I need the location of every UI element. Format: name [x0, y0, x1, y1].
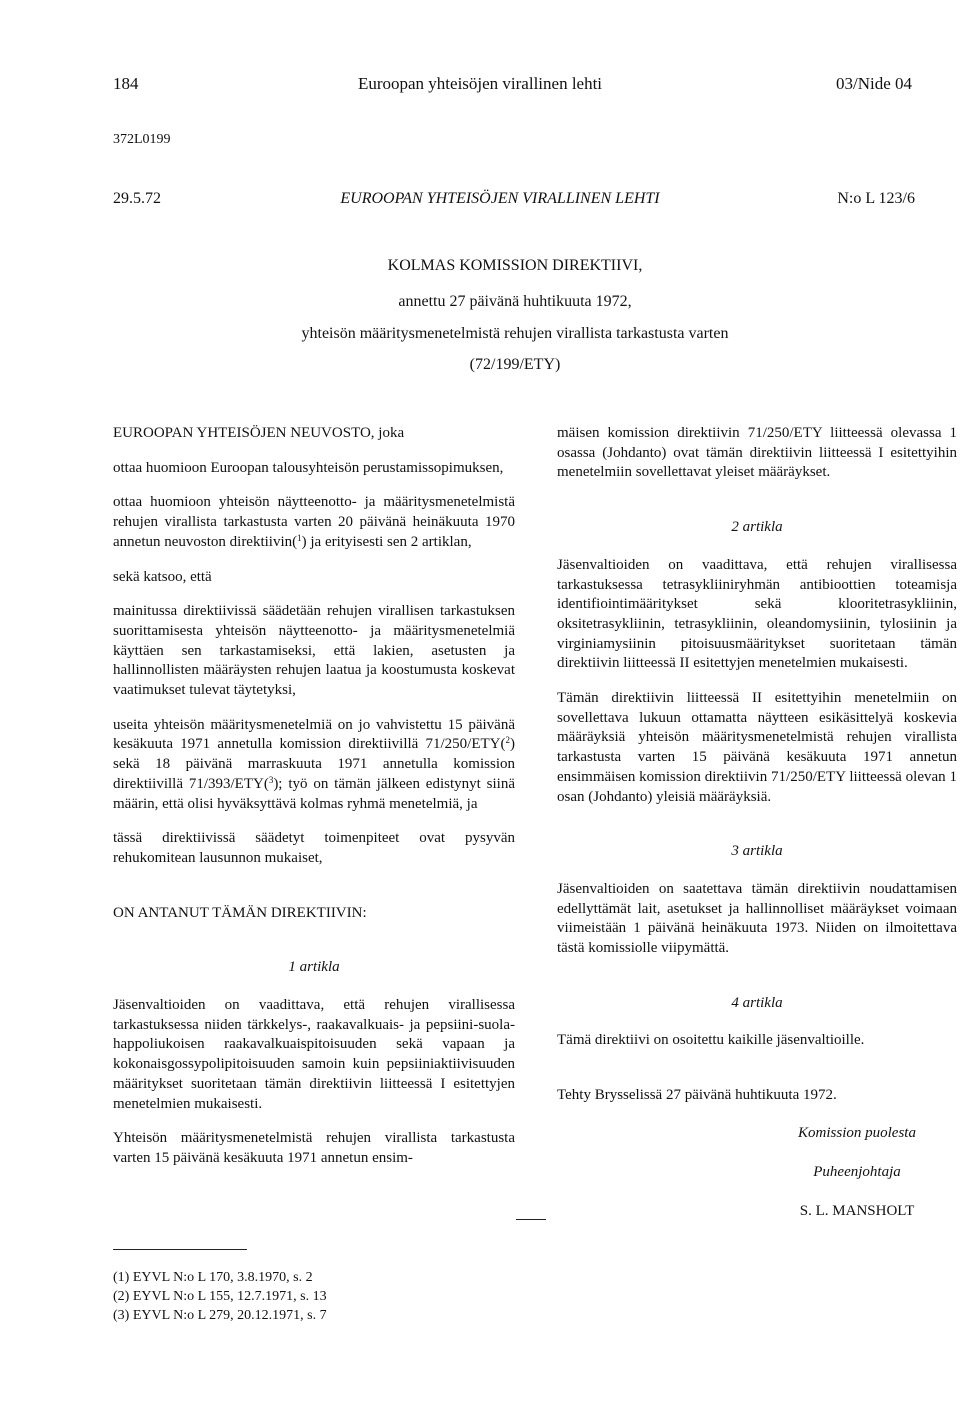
oj-number: N:o L 123/6	[837, 190, 915, 207]
recital-directive: ottaa huomioon yhteisön näytteenotto- ja määritysmenetelmistä rehujen virallista tarkastusta varten 20 päivänä heinäkuuta 1970 annetun neuvoston direktiivin($^1$) ja erityisesti sen 2 artiklan,	[113, 494, 515, 550]
page-number: 184	[113, 74, 139, 93]
recital-whereas: sekä katsoo, että	[113, 568, 212, 585]
footnote-3: (3) EYVL N:o L 279, 20.12.1971, s. 7	[113, 1308, 327, 1323]
article-2-text-1: Jäsenvaltioiden on vaadittava, että rehujen virallisessa tarkastuksessa tetrasykliiniryhmän antibioottien toteamisja identifiointimääritykset sekä klooritetrasykliinin, oksitetrasykliinin, tetrasykliinin, oleandomysiinin, tylosiinin ja virginiamysiinin pitoisuusmääritykset suoritetaan tämän direktiivin liitteessä II esitettyjen menetelmien mukaisesti.	[557, 556, 957, 672]
directive-reference: (72/199/ETY)	[469, 356, 561, 373]
recital-2: useita yhteisön määritysmenetelmiä on jo vahvistettu 15 päivänä kesäkuuta 1971 annetulla komission direktiivillä 71/250/ETY($^2$) sekä 18 päivänä marraskuuta 1971 annetulla komission direktiivillä 71/393/ETY($^3$); työ on tämän jälkeen edistynyt siinä määrin, että olisi hyväksyttävä kolmas ryhmä menetelmiä, ja	[113, 716, 515, 812]
article-1-continued: mäisen komission direktiivin 71/250/ETY liitteessä olevassa 1 osassa (Johdanto) ovat tämän direktiivin liitteessä I esitettyihin menetelmiin sovellettavat yleiset määräykset.	[557, 425, 957, 481]
volume-label: 03/Nide 04	[835, 74, 912, 93]
footnote-2: (2) EYVL N:o L 155, 12.7.1971, s. 13	[113, 1289, 327, 1304]
article-3-text: Jäsenvaltioiden on saatettava tämän direktiivin noudattamisen edellyttämät lait, asetukset ja hallinnolliset määräykset voimaan viimeistään 1 päivänä heinäkuuta 1973. Niiden on ilmoitettava tästä komissiolle viipymättä.	[557, 880, 957, 957]
journal-title: Euroopan yhteisöjen virallinen lehti	[357, 74, 603, 93]
oj-date: 29.5.72	[113, 190, 161, 207]
article-4-heading: 4 artikla	[731, 994, 783, 1011]
oj-title: EUROOPAN YHTEISÖJEN VIRALLINEN LEHTI	[340, 190, 660, 207]
recital-1: mainitussa direktiivissä säädetään rehujen virallisen tarkastuksen suorittamisesta yhteisön näytteenotto- ja määritysmenetelmiä käyttäen sen tarkastamiseksi, että lakien, asetusten ja hallinnollisten määräysten rehujen laatua ja koostumusta koskevat vaatimukset tulevat täytetyksi,	[113, 603, 515, 699]
done-at: Tehty Brysselissä 27 päivänä huhtikuuta 1972.	[557, 1087, 837, 1104]
signature-on-behalf: Komission puolesta	[798, 1124, 916, 1141]
footnote-1: (1) EYVL N:o L 170, 3.8.1970, s. 2	[113, 1270, 313, 1285]
article-1-text: Jäsenvaltioiden on vaadittava, että rehujen virallisessa tarkastuksessa niiden tärkkelys-, raakavalkuais- ja pepsiini-suola-happoliukoisen raakavalkuaispitoisuuden sekä vapaan ja kokonaisgossypolipitoisuuden samoin kuin pepsiiniaktiivisuuden määritykset suoritetaan tämän direktiivin liitteessä I esitettyjen menetelmien mukaisesti.	[113, 997, 515, 1112]
article-1-text-2: Yhteisön määritysmenetelmistä rehujen virallista tarkastusta varten 15 päivänä kesäkuuta 1971 annetun ensim-	[113, 1130, 515, 1166]
article-2-text-2: Tämän direktiivin liitteessä II esitettyihin menetelmiin on sovellettava lukuun ottamatta näytteen esikäsittelyä koskevia määräyksiä yhteisön määritysmenetelmistä rehujen virallista tarkastusta varten 15 päivänä kesäkuuta 1971 annetun ensimmäisen komission direktiivin 71/250/ETY liitteessä olevan 1 osan (Johdanto) yleisiä määräyksiä.	[557, 690, 957, 805]
article-1-heading: 1 artikla	[288, 959, 340, 976]
recital-treaty: ottaa huomioon Euroopan talousyhteisön perustamissopimuksen,	[113, 459, 504, 476]
preamble-council: EUROOPAN YHTEISÖJEN NEUVOSTO, joka	[113, 425, 405, 441]
footnote-ref-3: 3	[268, 774, 274, 785]
document-id: 372L0199	[113, 132, 171, 147]
column-end-rule	[516, 1219, 546, 1220]
article-3-heading: 3 artikla	[731, 843, 783, 860]
directive-subject: yhteisön määritysmenetelmistä rehujen virallista tarkastusta varten	[301, 325, 729, 342]
article-4-text: Tämä direktiivi on osoitettu kaikille jäsenvaltioille.	[557, 1032, 865, 1049]
directive-title: KOLMAS KOMISSION DIREKTIIVI,	[387, 257, 643, 274]
article-2-heading: 2 artikla	[731, 519, 783, 536]
right-column	[557, 424, 957, 1238]
directive-date: annettu 27 päivänä huhtikuuta 1972,	[398, 293, 632, 310]
signature-role: Puheenjohtaja	[813, 1163, 901, 1180]
recital-3: tässä direktiivissä säädetyt toimenpiteet ovat pysyvän rehukomitean lausunnon mukaiset,	[113, 830, 515, 866]
footnote-rule	[113, 1249, 247, 1250]
enacting-formula: ON ANTANUT TÄMÄN DIREKTIIVIN:	[113, 904, 367, 921]
footnote-ref-2: 2	[505, 735, 510, 746]
signatory-name: S. L. MANSHOLT	[799, 1202, 915, 1219]
left-column	[113, 424, 515, 1184]
footnote-ref-1: 1	[297, 532, 302, 543]
